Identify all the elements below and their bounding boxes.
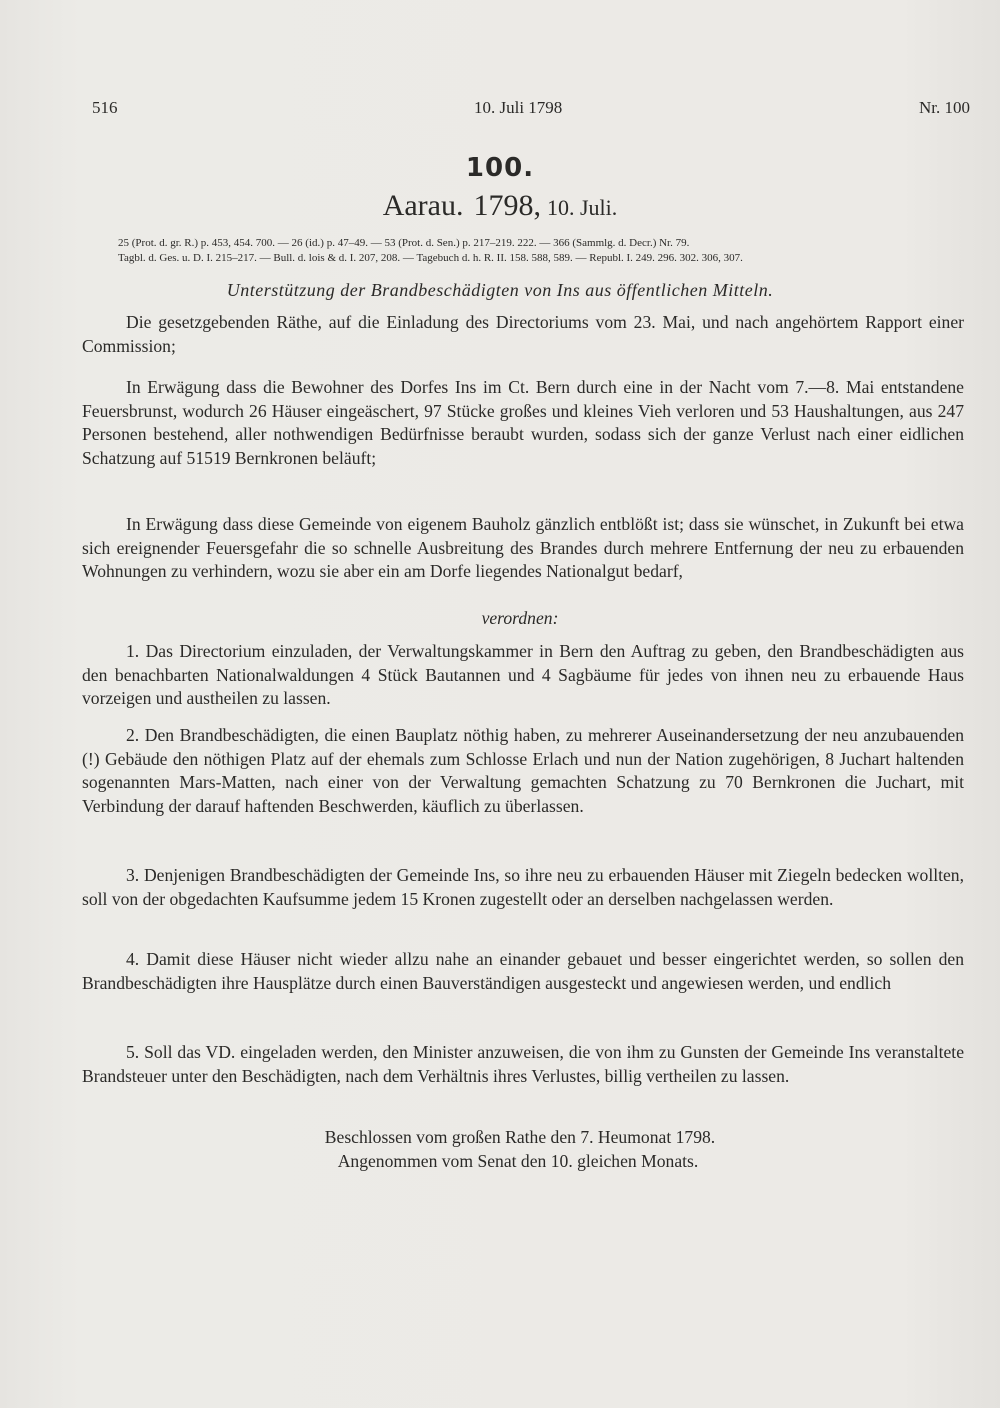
verordnen-heading: verordnen: [481,608,559,628]
page-header [92,98,970,122]
header-date: 10. Juli 1798 [474,98,563,117]
article-text: 4. Damit diese Häuser nicht wieder allzu nahe an einander gebauet und besser eingerichtet werden, so sollen den Brandbeschädigten ihre Hausplätze durch einen Bauverständigen ausgesteckt und angewiesen werden, und endlich [82,949,964,993]
article-text: 1. Das Directorium einzuladen, der Verwaltungskammer in Bern den Auftrag zu geben, den Brandbeschädigten aus den benachbarten Nationalwaldungen 4 Stück Bautannen und 4 Sagbäume für jedes von ihnen neu zu erbauende Haus vorzeigen und austheilen zu lassen. [82,641,964,708]
article-text: 5. Soll das VD. eingeladen werden, den Minister anzuweisen, die von ihm zu Gunsten der Gemeinde Ins veranstaltete Brandsteuer unter den Beschädigten, nach dem Verhältnis ihres Verlustes, billig vertheilen zu lassen. [82,1042,964,1086]
closing-block [0,1126,1000,1173]
paragraph-preamble [82,311,964,358]
page-number: 516 [92,98,118,117]
article-5 [82,1041,964,1088]
paragraph-text: In Erwägung dass die Bewohner des Dorfes Ins im Ct. Bern durch eine in der Nacht vom 7.—8. Mai entstandene Feuersbrunst, wodurch 26 Häuser eingeäschert, 97 Stücke großes und kleines Vieh verloren und 53 Haushaltungen, aus 247 Personen bestehend, aller nothwendigen Bedürfnisse beraubt wurden, sodass sich der ganze Verlust nach einer eidlichen Schatzung auf 51519 Bernkronen beläuft; [82,377,964,468]
article-3 [82,864,964,911]
document-day: 10. Juli. [547,195,618,220]
header-number: Nr. 100 [919,98,970,117]
article-text: 2. Den Brandbeschädigten, die einen Bauplatz nöthig haben, zu mehrerer Auseinandersetzung der neu anzubauenden (!) Gebäude den nöthigen Platz auf der ehemals zum Schlosse Erlach und nun der Nation zugehörigen, 8 Juchart haltenden sogenannten Mars-Matten, nach einer von der Verwaltung gemachten Schatzung zu 70 Bernkronen die Juchart, mit Verbindung der darauf haftenden Beschwerden, käuflich zu überlassen. [82,725,964,816]
document-number: 100. [465,153,535,183]
paragraph-text: Die gesetzgebenden Räthe, auf die Einladung des Directoriums vom 23. Mai, und nach angehörtem Rapport einer Commission; [82,312,964,356]
closing-line-2: Angenommen vom Senat den 10. gleichen Monats. [337,1150,699,1171]
references-line-1: 25 (Prot. d. gr. R.) p. 453, 454. 700. — 26 (id.) p. 47–49. — 53 (Prot. d. Sen.) p. 217–219. 222. — 366 (Sammlg. d. Decr.) Nr. 79. [118,237,690,249]
document-year: 1798, [473,189,541,222]
references-line-2: Tagbl. d. Ges. u. D. I. 215–217. — Bull. d. lois & d. I. 207, 208. — Tagebuch d. h. R. II. 158. 588, 589. — Republ. I. 249. 296. 302. 306, 307. [118,252,743,264]
article-1 [82,640,964,711]
document-place: Aarau. [382,189,464,222]
paragraph-considering-1 [82,376,964,470]
document-heading [0,189,1000,223]
paragraph-considering-2 [82,513,964,584]
article-4 [82,948,964,995]
article-text: 3. Denjenigen Brandbeschädigten der Gemeinde Ins, so ihre neu zu erbauenden Häuser mit Ziegeln bedecken wollten, soll von der obgedachten Kaufsumme jedem 15 Kronen zugestellt oder an derselben nachgelassen werden. [82,865,964,909]
closing-line-1: Beschlossen vom großen Rathe den 7. Heumonat 1798. [324,1127,716,1147]
article-2 [82,724,964,818]
subject-heading: Unterstützung der Brandbeschädigten von Ins aus öffentlichen Mitteln. [226,280,774,300]
paragraph-text: In Erwägung dass diese Gemeinde von eigenem Bauholz gänzlich entblößt ist; dass sie wünschet, in Zukunft bei etwa sich ereignender Feuersgefahr die so schnelle Ausbreitung des Brandes durch mehrere Entfernung der neu zu erbauenden Wohnungen zu verhindern, wozu sie aber ein am Dorfe liegendes Nationalgut bedarf, [82,514,964,581]
